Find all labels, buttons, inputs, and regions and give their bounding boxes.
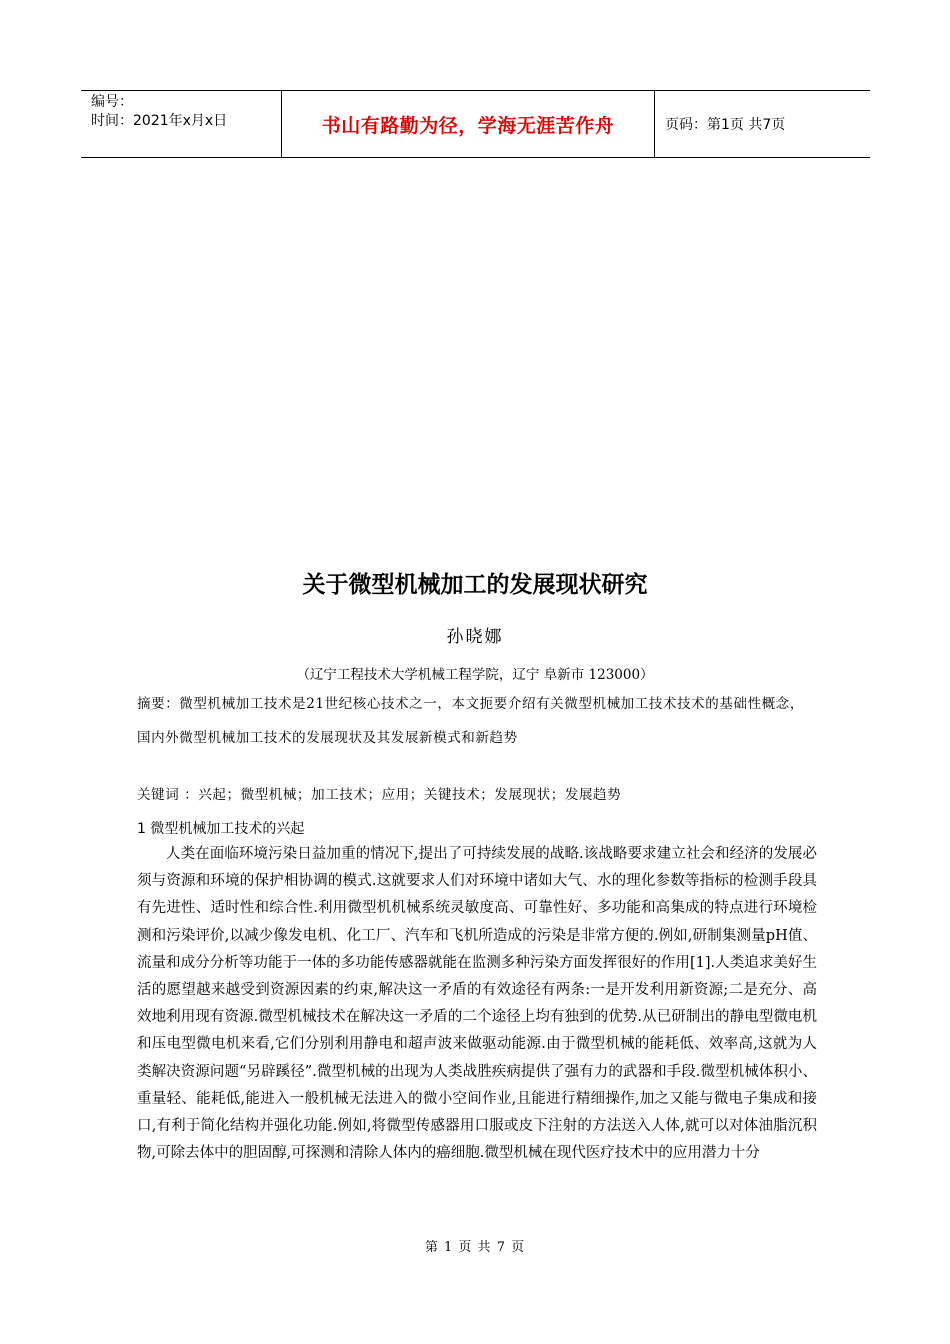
paper-affiliation: （辽宁工程技术大学机械工程学院，辽宁 阜新市 123000） bbox=[296, 667, 654, 683]
paper-keywords: 关键词 ：兴起；微型机械；加工技术；应用；关键技术；发展现状；发展趋势 bbox=[137, 787, 622, 803]
header-info-cell bbox=[81, 91, 281, 157]
header-motto-cell bbox=[281, 91, 655, 157]
paper-abstract: 摘要：微型机械加工技术是21世纪核心技术之一，本文扼要介绍有关微型机械加工技术技术的基础性概念，国内外微型机械加工技术的发展现状及其发展新模式和新趋势 bbox=[137, 696, 804, 746]
section-heading: 1 微型机械加工技术的兴起 bbox=[137, 821, 305, 837]
page-footer: 第 1 页 共 7 页 bbox=[424, 1240, 526, 1255]
header-motto: 书山有路勤为径，学海无涯苦作舟 bbox=[321, 114, 615, 137]
paper-author: 孙晓娜 bbox=[446, 627, 504, 647]
header-page-label: 页码：第1页 共7页 bbox=[665, 117, 786, 133]
body-paragraph: 人类在面临环境污染日益加重的情况下,提出了可持续发展的战略.该战略要求建立社会和经济的发展必须与资源和环境的保护相协调的模式.这就要求人们对环境中诸如大气、水的理化参数等指标的检测手段具有先进性、适时性和综合性.利用微型机机械系统灵敏度高、可靠性好、多功能和高集成的特点进行环境检测和污染评价,以减少像发电机、化工厂、汽车和飞机所造成的污染是非常方便的.例如,研制集测量pH值、流量和成分分析等功能于一体的多功能传感器就能在监测多种污染方面发挥很好的作用[1].人类追求美好生活的愿望越来越受到资源因素的约束,解决这一矛盾的有效途径有两条:一是开发利用新资源;二是充分、高效地利用现有资源.微型机械技术在解决这一矛盾的二个途径上均有独到的优势.从已研制出的静电型微电机和压电型微电机来看,它们分别利用静电和超声波来做驱动能源.由于微型机械的能耗低、效率高,这就为人类解决资源问题“另辟蹊径”.微型机械的出现为人类战胜疾病提供了强有力的武器和手段.微型机械体积小、重量轻、能耗低,能进入一般机械无法进入的微小空间作业,且能进行精细操作,加之又能与微电子集成和接口,有利于简化结构并强化功能.例如,将微型传感器用口服或皮下注射的方法送入人体,就可以对体油脂沉积物,可除去体中的胆固醇,可探测和清除人体内的癌细胞.微型机械在现代医疗技术中的应用潜力十分 bbox=[137, 846, 817, 1162]
paper-title: 关于微型机械加工的发展现状研究 bbox=[302, 572, 648, 598]
document-time-label: 时间：2021年x月x日 bbox=[91, 113, 228, 129]
header-table bbox=[81, 90, 870, 158]
document-number-label: 编号： bbox=[91, 94, 133, 110]
header-page-cell bbox=[655, 91, 870, 157]
